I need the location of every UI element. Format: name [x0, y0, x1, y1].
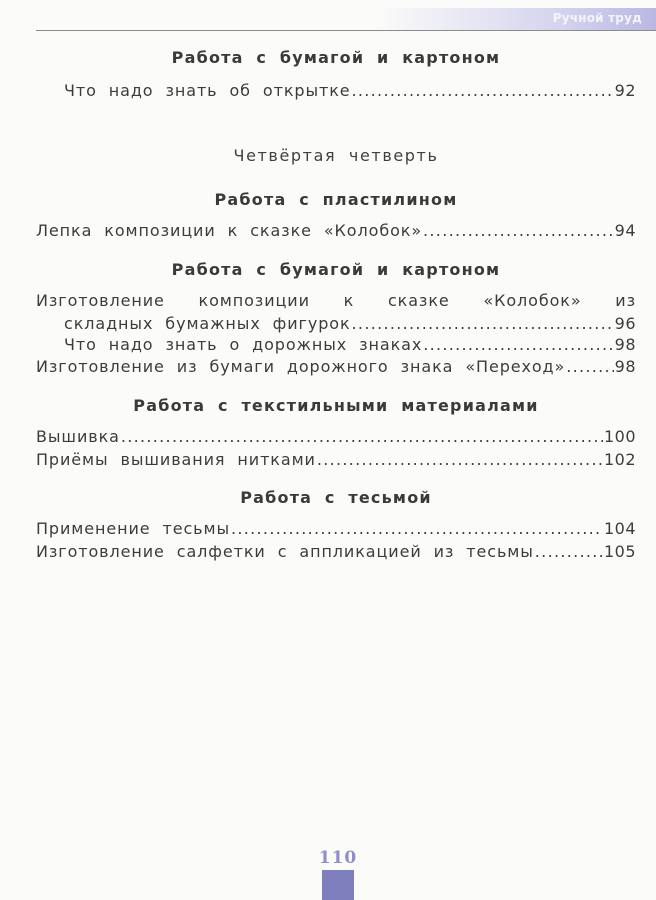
toc-entry[interactable] — [36, 449, 636, 470]
section-heading: Работа с пластилином — [214, 190, 458, 209]
toc-entry-title: складных бумажных фигурок — [64, 314, 351, 333]
section-heading: Работа с тесьмой — [240, 488, 432, 507]
toc-entry-title: Изготовление из бумаги дорожного знака «Переход» — [36, 357, 566, 376]
toc-entry-page: 98 — [614, 357, 636, 376]
toc-entry-title: Что надо знать об открытке — [64, 81, 351, 100]
quarter-title: Четвёртая четверть — [233, 146, 439, 165]
section-heading: Работа с бумагой и картоном — [171, 48, 501, 67]
toc-leader-dots — [423, 334, 613, 355]
toc-entry[interactable] — [36, 426, 636, 447]
toc-entry-page: 102 — [603, 450, 636, 469]
page-number: 110 — [318, 848, 358, 868]
toc-entry[interactable] — [64, 334, 636, 355]
toc-entry-title: Вышивка — [36, 427, 120, 446]
toc-word: сказке — [387, 291, 450, 310]
toc-word: «Колобок» — [483, 291, 582, 310]
toc-entry-page: 104 — [603, 519, 636, 538]
toc-entry[interactable] — [36, 518, 636, 539]
toc-entry-title: Применение тесьмы — [36, 519, 230, 538]
toc-leader-dots — [121, 426, 603, 447]
toc-entry-page: 98 — [614, 335, 636, 354]
toc-leader-dots — [423, 220, 614, 241]
toc-entry-title: Приёмы вышивания нитками — [36, 450, 316, 469]
toc-leader-dots — [535, 541, 603, 562]
toc-entry[interactable] — [64, 313, 636, 334]
section-heading: Работа с бумагой и картоном — [171, 260, 501, 279]
toc-leader-dots — [317, 449, 603, 470]
toc-entry-page: 105 — [603, 542, 636, 561]
running-header-label: Ручной труд — [552, 11, 642, 25]
toc-entry[interactable] — [36, 541, 636, 562]
toc-leader-dots — [352, 313, 614, 334]
toc-word: композиции — [198, 291, 310, 310]
toc-entry-page: 100 — [603, 427, 636, 446]
toc-entry[interactable] — [64, 80, 636, 101]
toc-leader-dots — [352, 80, 614, 101]
toc-entry-title: Изготовление салфетки с аппликацией из тесьмы — [36, 542, 534, 561]
toc-leader-dots — [231, 518, 603, 539]
toc-entry-title: Что надо знать о дорожных знаках — [64, 335, 423, 354]
toc-entry-title: Лепка композиции к сказке «Колобок» — [36, 221, 423, 240]
toc-word: Изготовление — [36, 291, 165, 310]
section-heading: Работа с текстильными материалами — [133, 396, 539, 415]
toc-entry-page: 96 — [614, 314, 636, 333]
toc-leader-dots — [566, 356, 613, 377]
running-header — [36, 8, 656, 31]
page-tab-marker — [322, 870, 354, 900]
toc-entry[interactable] — [36, 220, 636, 241]
toc-word: к — [343, 291, 355, 310]
toc-entry[interactable] — [36, 356, 636, 377]
toc-entry-page: 94 — [614, 221, 636, 240]
toc-word: из — [615, 291, 636, 310]
toc-entry-page: 92 — [614, 81, 636, 100]
toc-entry-first-line[interactable] — [36, 290, 656, 311]
